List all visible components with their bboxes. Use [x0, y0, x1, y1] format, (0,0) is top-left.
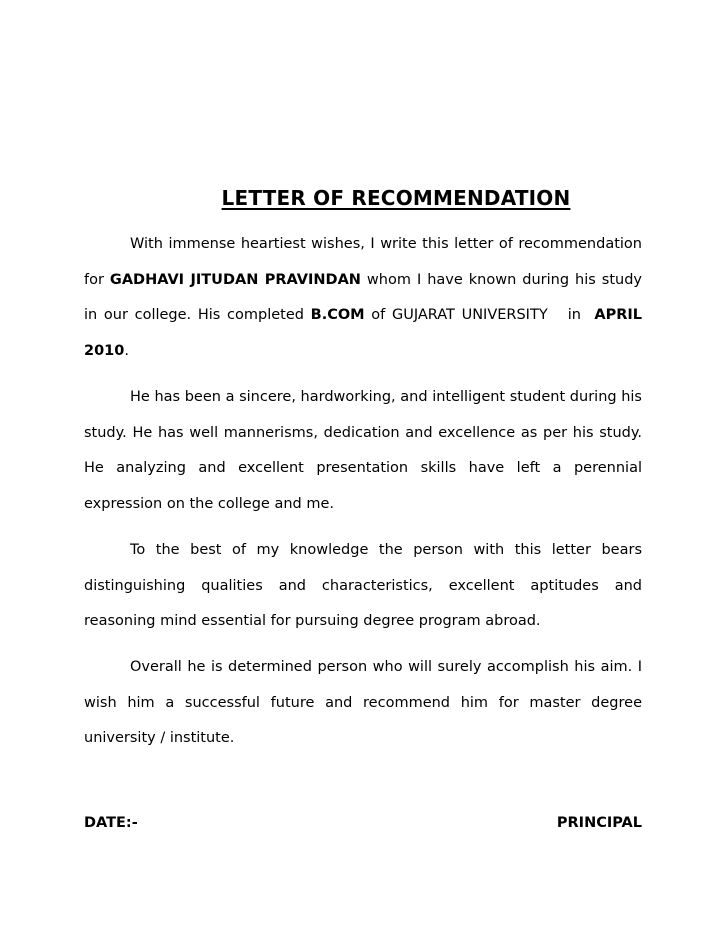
paragraph-character — [84, 380, 656, 522]
degree-name: B.COM — [310, 307, 365, 323]
intro-text-3: of GUJARAT UNIVERSITY in — [364, 307, 595, 323]
student-name: GADHAVI JITUDAN PRAVINDAN — [109, 271, 361, 288]
intro-text-4: . — [124, 342, 129, 359]
character-text: He has been a sincere, hardworking, and intelligent student during his study. He has well mannerisms, dedication and excellence as per his study. He analyzing and excellent presentation skills have left a perennial expression on the college and me. — [84, 389, 656, 512]
signatory-label: PRINCIPAL — [556, 815, 642, 831]
paragraph-intro — [84, 227, 648, 369]
completion-date: APRIL 2010 — [84, 307, 648, 359]
intro-text-1: With immense heartiest wishes, I write this letter of recommendation for — [84, 236, 647, 288]
paragraph-closing — [84, 650, 647, 757]
letter-footer — [84, 815, 642, 831]
qualities-text: To the best of my knowledge the person with this letter bears distinguishing qualities and characteristics, excellent aptitudes and reasoning mind essential for pursuing degree program abroad. — [84, 542, 647, 629]
date-label: DATE:- — [84, 815, 138, 831]
letter-title-text: LETTER OF RECOMMENDATION — [221, 186, 571, 210]
letter-title — [0, 186, 728, 210]
intro-text-2: whom I have known during his study in our college. His completed — [84, 271, 647, 323]
closing-text: Overall he is determined person who will surely accomplish his aim. I wish him a successful future and recommend him for master degree university / institute. — [84, 659, 647, 746]
paragraph-qualities — [84, 533, 647, 640]
